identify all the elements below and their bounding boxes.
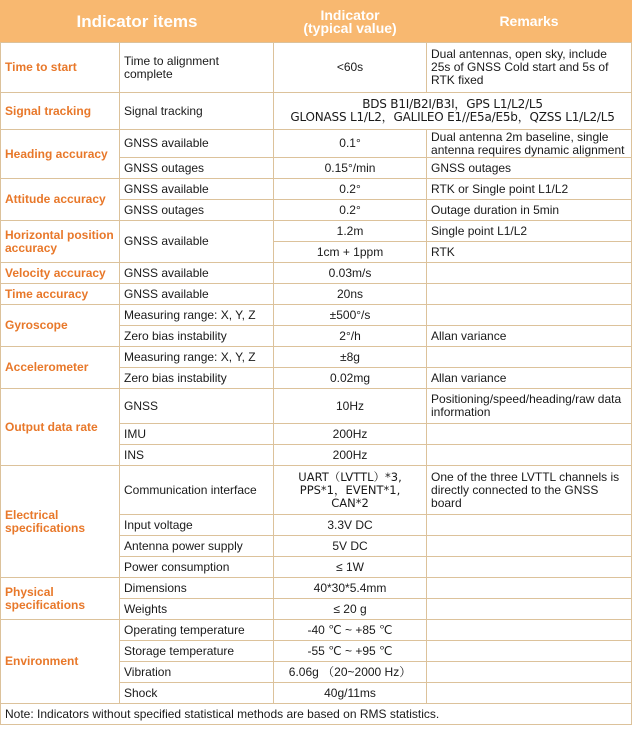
item-cell: GNSS outages — [120, 158, 274, 179]
value-cell: 0.03m/s — [274, 263, 427, 284]
signal-line-2: GLONASS L1/L2，GALILEO E1//E5a/E5b，QZSS L1/L2/L5 — [290, 110, 615, 124]
item-cell: IMU — [120, 424, 274, 445]
value-cell: 0.02mg — [274, 368, 427, 389]
remark-cell: RTK or Single point L1/L2 — [427, 179, 632, 200]
item-cell: Measuring range: X, Y, Z — [120, 305, 274, 326]
remark-cell: Allan variance — [427, 368, 632, 389]
remark-cell — [427, 305, 632, 326]
remark-cell — [427, 599, 632, 620]
header-row — [1, 1, 632, 43]
value-cell: 1.2m — [274, 221, 427, 242]
item-cell: Input voltage — [120, 515, 274, 536]
item-cell: Dimensions — [120, 578, 274, 599]
remark-cell: Outage duration in 5min — [427, 200, 632, 221]
item-cell: Measuring range: X, Y, Z — [120, 347, 274, 368]
category-output-data-rate: Output data rate — [1, 389, 120, 466]
remark-cell: GNSS outages — [427, 158, 632, 179]
item-cell: Shock — [120, 683, 274, 704]
value-cell: ≤ 1W — [274, 557, 427, 578]
value-cell: 0.2° — [274, 200, 427, 221]
category-gyroscope: Gyroscope — [1, 305, 120, 347]
value-cell: 0.2° — [274, 179, 427, 200]
remark-cell: Dual antenna 2m baseline, single antenna requires dynamic alignment — [427, 130, 632, 158]
item-cell: GNSS available — [120, 179, 274, 200]
value-cell: 1cm + 1ppm — [274, 242, 427, 263]
note-row — [1, 704, 632, 725]
item-cell: Zero bias instability — [120, 326, 274, 347]
category-environment: Environment — [1, 620, 120, 704]
table-row — [1, 179, 632, 200]
category-horizontal-position-accuracy: Horizontal position accuracy — [1, 221, 120, 263]
item-cell: INS — [120, 445, 274, 466]
remark-cell: Positioning/speed/heading/raw data information — [427, 389, 632, 424]
table-row — [1, 305, 632, 326]
value-cell: ≤ 20 g — [274, 599, 427, 620]
remark-cell: Allan variance — [427, 326, 632, 347]
remark-cell — [427, 263, 632, 284]
table-row — [1, 284, 632, 305]
item-cell: GNSS available — [120, 263, 274, 284]
item-cell: Zero bias instability — [120, 368, 274, 389]
remark-cell: RTK — [427, 242, 632, 263]
remark-cell — [427, 557, 632, 578]
item-cell: Antenna power supply — [120, 536, 274, 557]
footnote: Note: Indicators without specified statistical methods are based on RMS statistics. — [1, 704, 632, 725]
value-cell: 6.06g （20~2000 Hz） — [274, 662, 427, 683]
table-row — [1, 466, 632, 515]
remark-cell: One of the three LVTTL channels is directly connected to the GNSS board — [427, 466, 632, 515]
item-cell: GNSS available — [120, 221, 274, 263]
table-row — [1, 389, 632, 424]
header-indicator-sub: (typical value) — [303, 19, 397, 36]
value-cell: 0.15°/min — [274, 158, 427, 179]
item-cell: Communication interface — [120, 466, 274, 515]
item-cell: Power consumption — [120, 557, 274, 578]
category-attitude-accuracy: Attitude accuracy — [1, 179, 120, 221]
remark-cell — [427, 578, 632, 599]
remark-cell: Dual antennas, open sky, include 25s of GNSS Cold start and 5s of RTK fixed — [427, 43, 632, 93]
category-electrical-specifications: Electrical specifications — [1, 466, 120, 578]
remark-cell — [427, 641, 632, 662]
value-cell: <60s — [274, 43, 427, 93]
value-cell: -55 ℃ ~ +95 ℃ — [274, 641, 427, 662]
table-row — [1, 578, 632, 599]
remark-cell: Single point L1/L2 — [427, 221, 632, 242]
remark-cell — [427, 515, 632, 536]
value-cell: ±8g — [274, 347, 427, 368]
table-row — [1, 263, 632, 284]
item-cell: GNSS outages — [120, 200, 274, 221]
value-cell: 3.3V DC — [274, 515, 427, 536]
remark-cell — [427, 683, 632, 704]
category-physical-specifications: Physical specifications — [1, 578, 120, 620]
item-cell: Weights — [120, 599, 274, 620]
value-cell: 20ns — [274, 284, 427, 305]
category-velocity-accuracy: Velocity accuracy — [1, 263, 120, 284]
remark-cell — [427, 347, 632, 368]
value-cell-signals — [274, 93, 632, 130]
header-indicator — [274, 1, 427, 43]
remark-cell — [427, 620, 632, 641]
item-cell: Operating temperature — [120, 620, 274, 641]
category-time-accuracy: Time accuracy — [1, 284, 120, 305]
value-cell: 10Hz — [274, 389, 427, 424]
table-row — [1, 347, 632, 368]
interface-line-3: CAN*2 — [331, 495, 369, 510]
remark-cell — [427, 424, 632, 445]
value-cell-interface — [274, 466, 427, 515]
remark-cell — [427, 662, 632, 683]
item-cell: GNSS — [120, 389, 274, 424]
value-cell: 5V DC — [274, 536, 427, 557]
item-cell: Time to alignment complete — [120, 43, 274, 93]
category-time-to-start: Time to start — [1, 43, 120, 93]
header-indicator-label: Indicator — [320, 6, 380, 23]
category-heading-accuracy: Heading accuracy — [1, 130, 120, 179]
item-cell: GNSS available — [120, 130, 274, 158]
value-cell: 40g/11ms — [274, 683, 427, 704]
value-cell: 200Hz — [274, 424, 427, 445]
item-cell: Storage temperature — [120, 641, 274, 662]
remark-cell — [427, 445, 632, 466]
interface-line-1: UART（LVTTL）*3, — [298, 469, 402, 484]
value-cell: 0.1° — [274, 130, 427, 158]
table-row — [1, 130, 632, 158]
interface-line-2: PPS*1，EVENT*1, — [299, 482, 401, 497]
value-cell: ±500°/s — [274, 305, 427, 326]
category-signal-tracking: Signal tracking — [1, 93, 120, 130]
header-remarks: Remarks — [427, 1, 632, 43]
item-cell: Signal tracking — [120, 93, 274, 130]
table-row — [1, 221, 632, 242]
table-row — [1, 93, 632, 130]
value-cell: -40 ℃ ~ +85 ℃ — [274, 620, 427, 641]
table-row — [1, 620, 632, 641]
header-indicator-items: Indicator items — [1, 1, 274, 43]
signal-line-1: BDS B1I/B2I/B3I，GPS L1/L2/L5 — [362, 97, 543, 111]
item-cell: Vibration — [120, 662, 274, 683]
remark-cell — [427, 284, 632, 305]
remark-cell — [427, 536, 632, 557]
category-accelerometer: Accelerometer — [1, 347, 120, 389]
item-cell: GNSS available — [120, 284, 274, 305]
value-cell: 40*30*5.4mm — [274, 578, 427, 599]
table-row — [1, 43, 632, 93]
value-cell: 200Hz — [274, 445, 427, 466]
value-cell: 2°/h — [274, 326, 427, 347]
